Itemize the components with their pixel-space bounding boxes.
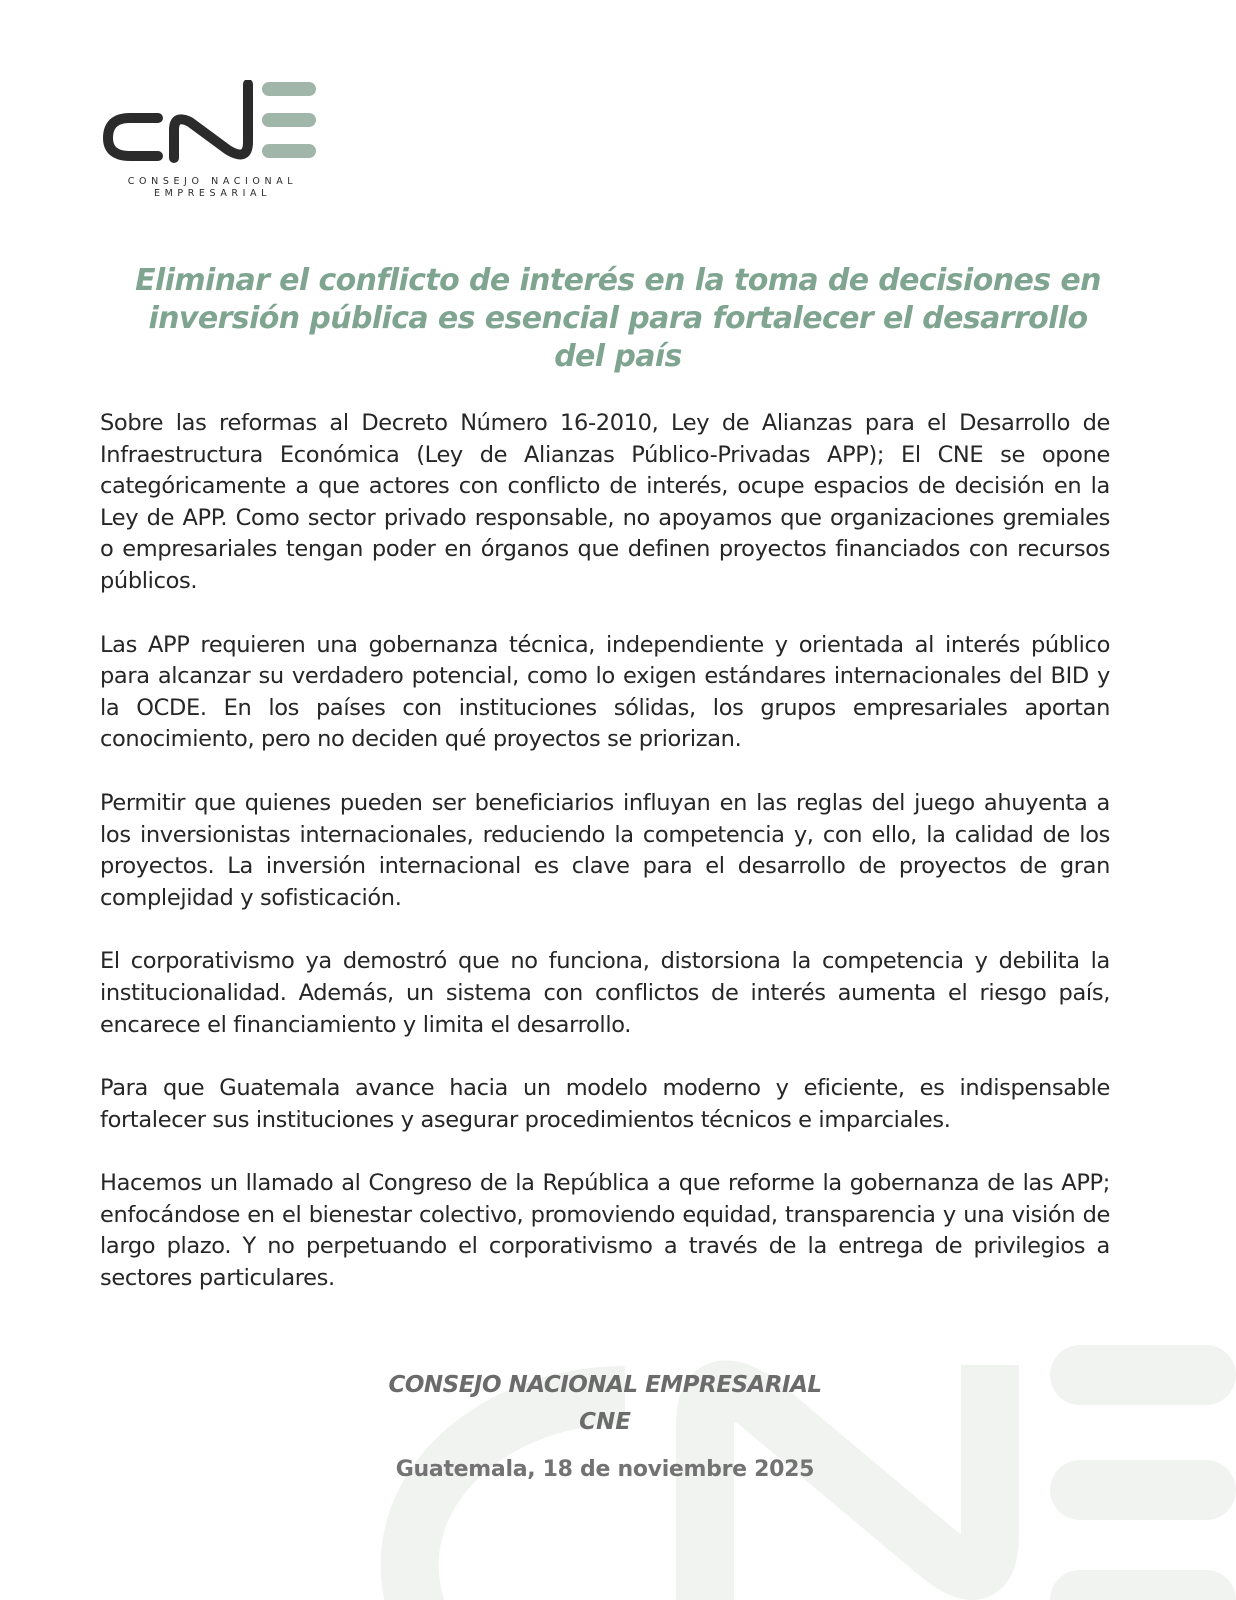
logo-letter-e-bar-bottom xyxy=(262,144,316,158)
paragraph: Para que Guatemala avance hacia un modelo moderno y eficiente, es indispensable fortalecer sus instituciones y asegurar procedimientos técnicos e imparciales. xyxy=(100,1075,1110,1133)
paragraph: Permitir que quienes pueden ser beneficiarios influyan en las reglas del juego ahuyenta a los inversionistas internacionales, reduciendo la competencia y, con ello, la calidad de los proyectos. La inversión internacional es clave para el desarrollo de proyectos de gran complejidad y sofisticación. xyxy=(100,789,1110,911)
logo-subtitle-line2: EMPRESARIAL xyxy=(153,188,272,199)
signature-date: Guatemala, 18 de noviembre 2025 xyxy=(395,1457,815,1482)
paragraph: El corporativismo ya demostró que no funciona, distorsiona la competencia y debilita la institucionalidad. Además, un sistema con conflictos de interés aumenta el riesgo país, encarece el financiamiento y limita el desarrollo. xyxy=(100,948,1110,1038)
logo-letter-n xyxy=(174,84,248,158)
logo-letter-e-bar-top xyxy=(262,82,316,96)
logo-letter-e-bar-mid xyxy=(262,113,316,127)
paragraph: Las APP requieren una gobernanza técnica, independiente y orientada al interés público para alcanzar su verdadero potencial, como lo exigen estándares internacionales del BID y la OCDE. En los países con instituciones sólidas, los grupos empresariales aportan conocimiento, pero no deciden qué proyectos se priorizan. xyxy=(100,631,1110,753)
document-body xyxy=(100,408,1110,1327)
logo-subtitle-line1: CONSEJO NACIONAL xyxy=(127,176,298,187)
signature-acronym: CNE xyxy=(579,1409,631,1435)
signature-organization: CONSEJO NACIONAL EMPRESARIAL xyxy=(388,1372,822,1398)
paragraph: Hacemos un llamado al Congreso de la República a que reforme la gobernanza de las APP; enfocándose en el bienestar colectivo, promoviendo equidad, transparencia y una visión de largo plazo. Y no perpetuando el corporativismo a través de la entrega de privilegios a sectores particulares. xyxy=(100,1170,1110,1292)
document-title: Eliminar el conflicto de interés en la toma de decisiones en inversión pública es esencial para fortalecer el desarrollo del país xyxy=(135,263,1101,374)
paragraph: Sobre las reformas al Decreto Número 16-2010, Ley de Alianzas para el Desarrollo de Infraestructura Económica (Ley de Alianzas Público-Privadas APP); El CNE se opone categóricamente a que actores con conflicto de interés, ocupe espacios de decisión en la Ley de APP. Como sector privado responsable, no apoyamos que organizaciones gremiales o empresariales tengan poder en órganos que definen proyectos financiados con recursos públicos. xyxy=(100,410,1110,594)
logo-letter-c xyxy=(108,118,158,156)
